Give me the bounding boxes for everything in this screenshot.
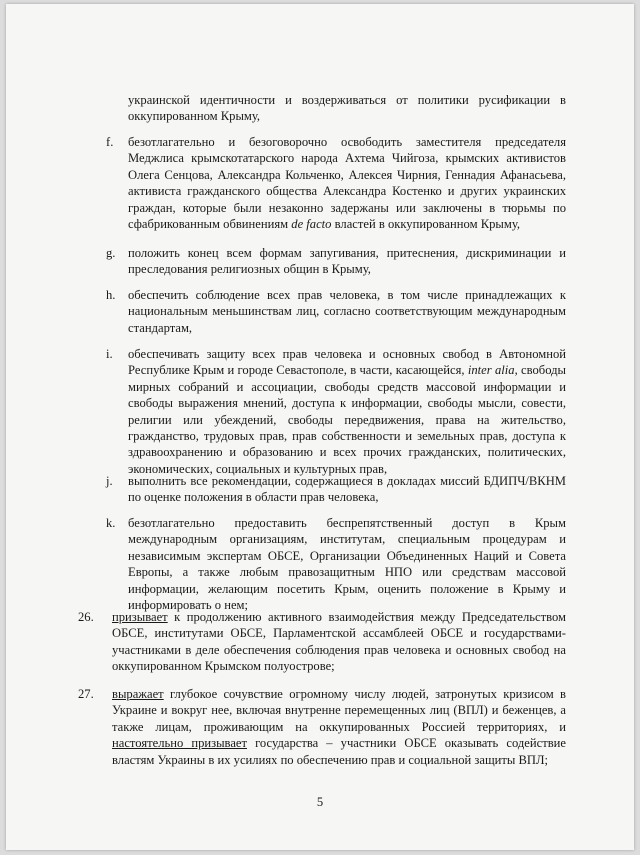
- item-f-text-after: властей в оккупированном Крыму,: [331, 217, 521, 232]
- paragraph-27-body2: государства – участники ОБСЕ оказывать содействие властям Украины в их усилиях по обеспечению прав и социальной защиты ВПЛ;: [112, 736, 566, 767]
- document-page: [6, 4, 634, 850]
- item-i-label: i.: [106, 347, 113, 361]
- item-i-text-before: обеспечивать защиту всех прав человека и основных свобод в Автономной Республике Крым и городе Севастополе, в части, касающейся,: [128, 347, 566, 378]
- paragraph-26-body: к продолжению активного взаимодействия между Председательством ОБСЕ, институтами ОБСЕ, Парламентской ассамблеей ОБСЕ и государствами-участниками в деле обеспечения соблюдения прав человека и основных свобод на оккупированном Крымском полуострове;: [112, 610, 566, 674]
- paragraph-27-verb2: настоятельно призывает: [112, 736, 248, 751]
- paragraph-27-verb: выражает: [112, 687, 164, 701]
- item-h-label: h.: [106, 288, 116, 302]
- item-i-italic: inter alia: [467, 363, 515, 378]
- paragraph-26-verb: призывает: [112, 610, 168, 624]
- paragraph-27-number: 27.: [78, 687, 94, 701]
- paragraph-27-body: глубокое сочувствие огромному числу людей, затронутых кризисом в Украине и вокруг нее, включая внутренне перемещенных лиц (ВПЛ) и беженцев, а также лицам, проживающим на оккупированных Россией территориях, и: [112, 687, 566, 734]
- item-h-text: обеспечить соблюдение всех прав человека, в том числе принадлежащих к национальным меньшинствам лиц, согласно соответствующим международным стандартам,: [128, 288, 566, 335]
- item-g-label: g.: [106, 246, 116, 260]
- item-e-continuation: украинской идентичности и воздерживаться от политики русификации в оккупированном Крыму,: [128, 93, 566, 124]
- item-i-text-after: , свободы мирных собраний и ассоциации, свободы средств массовой информации и свободы выражения мнений, доступа к информации, свободы мысли, совести, религии или убеждений, свободы передвижения, права на жительство, гражданство, трудовых прав, прав собственности и земельных прав, доступа к здравоохранению и образованию и всех прочих гражданских, политических, экономических, социальных и культурных прав,: [128, 363, 566, 476]
- paragraph-26-number: 26.: [78, 610, 94, 624]
- item-i-text: [128, 346, 566, 477]
- item-k-label: k.: [106, 516, 116, 530]
- paragraph-27-text: [112, 686, 566, 768]
- item-f-italic: de facto: [291, 217, 332, 232]
- page-number: 5: [316, 795, 324, 809]
- item-j-label: j.: [106, 474, 113, 488]
- paragraph-26-text: [112, 609, 566, 675]
- item-j-text: выполнить все рекомендации, содержащиеся в докладах миссий БДИПЧ/ВКНМ по оценке положения в области прав человека,: [128, 474, 566, 505]
- item-f-label: f.: [106, 135, 114, 149]
- item-f-text-before: безотлагательно и безоговорочно освободить заместителя председателя Меджлиса крымскотатарского народа Ахтема Чийгоза, крымских активистов Олега Сенцова, Александра Кольченко, Алексея Чирния, Геннадия Афанасьева, активиста гражданского общества Александра Костенко и других украинских граждан, которые были незаконно задержаны или заключены в тюрьмы по сфабрикованным обвинениям: [128, 135, 566, 232]
- item-f-text: [128, 134, 566, 232]
- item-g-text: положить конец всем формам запугивания, притеснения, дискриминации и преследования религиозных общин в Крыму,: [128, 246, 566, 277]
- item-k-text: безотлагательно предоставить беспрепятственный доступ в Крым международным организациям, институтам, специальным процедурам и независимым экспертам ОБСЕ, Организации Объединенных Наций и Совета Европы, а также любым правозащитным НПО или средствам массовой информации, желающим посетить Крым, оценить положение в Крыму и информировать о нем;: [128, 516, 566, 613]
